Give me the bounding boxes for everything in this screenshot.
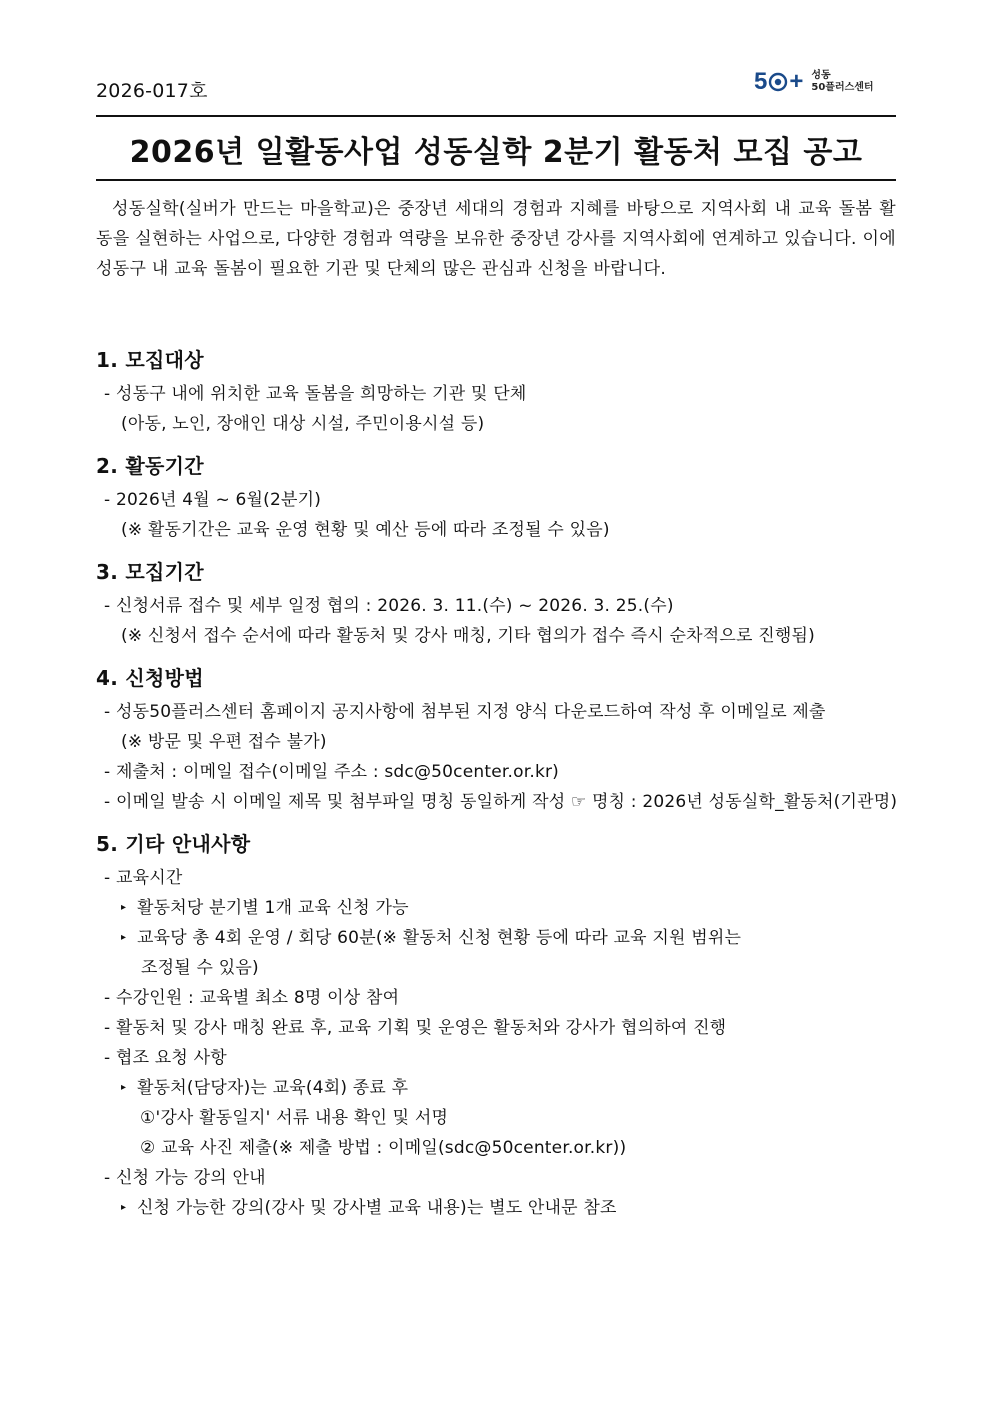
logo-plus: +	[789, 68, 804, 95]
logo-line-1: 성동	[811, 70, 831, 81]
bullet-item	[96, 893, 896, 923]
list-item: - 성동구 내에 위치한 교육 돌봄을 희망하는 기관 및 단체	[96, 379, 896, 409]
list-item: - 신청 가능 강의 안내	[96, 1163, 896, 1193]
section-heading: 4. 신청방법	[96, 666, 204, 690]
title-bottom-rule	[96, 179, 896, 181]
section-heading: 3. 모집기간	[96, 560, 204, 584]
bullet-item	[96, 923, 896, 953]
bullet-item	[96, 1073, 896, 1103]
section-recruit-target	[96, 343, 896, 439]
list-item: - 신청서류 접수 및 세부 일정 협의 : 2026. 3. 11.(수) ~ 2026. 3. 25.(수)	[96, 591, 896, 621]
triangle-bullet-icon: ▸	[121, 902, 127, 913]
section-heading: 5. 기타 안내사항	[96, 832, 251, 856]
section-heading: 2. 활동기간	[96, 454, 204, 478]
list-note: (※ 방문 및 우편 접수 불가)	[121, 732, 327, 752]
logo-five: 5	[754, 68, 768, 95]
triangle-bullet-icon: ▸	[121, 932, 127, 943]
bullet-continuation: 조정될 수 있음)	[141, 958, 259, 978]
section-activity-period	[96, 449, 896, 545]
list-item: - 2026년 4월 ~ 6월(2분기)	[96, 485, 896, 515]
list-note: (아동, 노인, 장애인 대상 시설, 주민이용시설 등)	[121, 414, 485, 434]
list-item: - 수강인원 : 교육별 최소 8명 이상 참여	[96, 983, 896, 1013]
title-top-rule	[96, 115, 896, 117]
bullet-text: 활동처당 분기별 1개 교육 신청 가능	[137, 898, 409, 918]
numbered-step: ② 교육 사진 제출(※ 제출 방법 : 이메일(sdc@50center.or.kr))	[140, 1138, 627, 1158]
document-number: 2026-017호	[96, 80, 208, 102]
sections	[96, 343, 896, 1233]
intro-paragraph: 성동실학(실버가 만드는 마을학교)은 중장년 세대의 경험과 지혜를 바탕으로 지역사회 내 교육 돌봄 활동을 실현하는 사업으로, 다양한 경험과 역량을 보유한 중장년 강사를 지역사회에 연계하고 있습니다. 이에 성동구 내 교육 돌봄이 필요한 기관 및 단체의 많은 관심과 신청을 바랍니다.	[96, 199, 896, 279]
ring-logo-icon	[768, 72, 788, 92]
list-item: - 이메일 발송 시 이메일 제목 및 첨부파일 명칭 동일하게 작성 ☞ 명칭 : 2026년 성동실학_활동처(기관명)	[96, 787, 896, 817]
list-item: - 성동50플러스센터 홈페이지 공지사항에 첨부된 지정 양식 다운로드하여 작성 후 이메일로 제출	[96, 697, 896, 727]
list-item: - 협조 요청 사항	[96, 1043, 896, 1073]
list-note: (※ 신청서 접수 순서에 따라 활동처 및 강사 매칭, 기타 협의가 접수 즉시 순차적으로 진행됨)	[121, 626, 815, 646]
list-item: - 제출처 : 이메일 접수(이메일 주소 : sdc@50center.or.kr)	[96, 757, 896, 787]
section-heading: 1. 모집대상	[96, 348, 204, 372]
bullet-text: 교육당 총 4회 운영 / 회당 60분(※ 활동처 신청 현황 등에 따라 교육 지원 범위는	[137, 928, 742, 948]
logo-mark	[754, 68, 803, 96]
list-item: - 교육시간	[96, 863, 896, 893]
list-item: - 활동처 및 강사 매칭 완료 후, 교육 기획 및 운영은 활동처와 강사가 협의하여 진행	[96, 1013, 896, 1043]
triangle-bullet-icon: ▸	[121, 1082, 127, 1093]
logo-line-2: 50플러스센터	[811, 82, 874, 93]
bullet-text: 활동처(담당자)는 교육(4회) 종료 후	[137, 1078, 409, 1098]
list-note: (※ 활동기간은 교육 운영 현황 및 예산 등에 따라 조정될 수 있음)	[121, 520, 610, 540]
section-recruit-period	[96, 555, 896, 651]
bullet-text: 신청 가능한 강의(강사 및 강사별 교육 내용)는 별도 안내문 참조	[137, 1198, 617, 1218]
bullet-item	[96, 1193, 896, 1223]
numbered-step: ①'강사 활동일지' 서류 내용 확인 및 서명	[140, 1108, 449, 1128]
logo-text	[811, 70, 873, 94]
center-logo	[754, 64, 874, 100]
document-title: 2026년 일활동사업 성동실학 2분기 활동처 모집 공고	[129, 135, 863, 170]
section-other-info	[96, 827, 896, 1223]
triangle-bullet-icon: ▸	[121, 1202, 127, 1213]
section-application-method	[96, 661, 896, 817]
